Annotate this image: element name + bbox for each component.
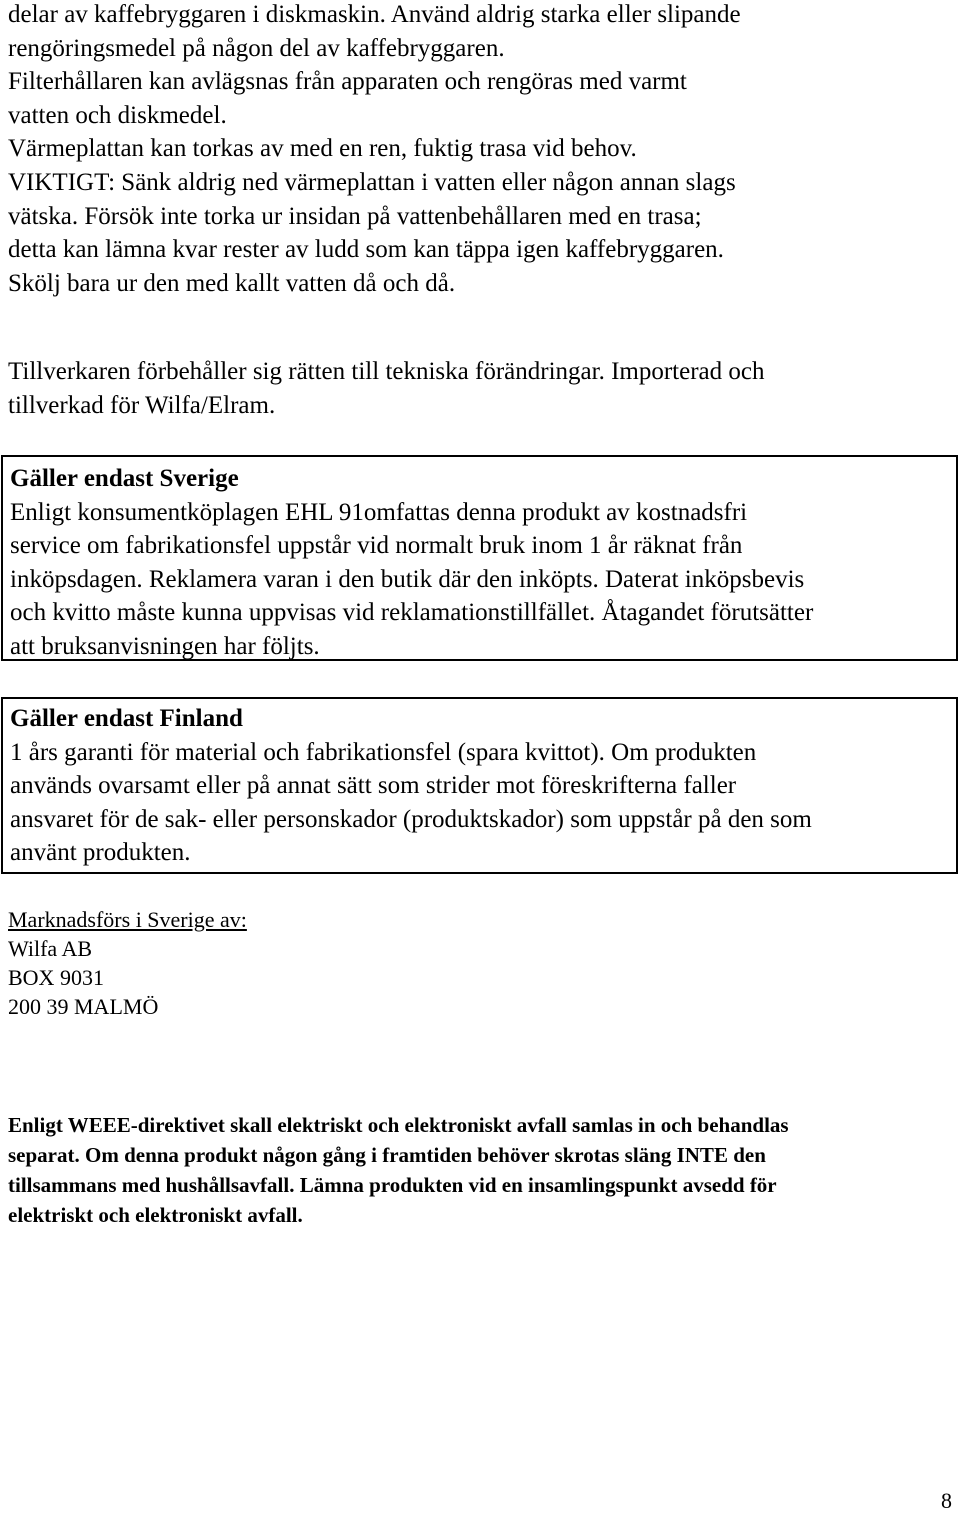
warranty-box-finland [1, 697, 958, 874]
care-line: rengöringsmedel på någon del av kaffebryggaren. [8, 34, 505, 62]
care-line: Filterhållaren kan avlägsnas från apparaten och rengöras med varmt [8, 68, 687, 96]
care-line: Skölj bara ur den med kallt vatten då och då. [8, 269, 456, 297]
care-line: VIKTIGT: Sänk aldrig ned värmeplattan i vatten eller någon annan slags [8, 168, 736, 196]
sweden-line: inköpsdagen. Reklamera varan i den butik där den inköpts. Daterat inköpsbevis [10, 565, 805, 593]
page-number: 8 [941, 1488, 952, 1513]
sweden-line: service om fabrikationsfel uppstår vid normalt bruk inom 1 år räknat från [10, 532, 743, 560]
sweden-line: Enligt konsumentköplagen EHL 91omfattas denna produkt av kostnadsfri [10, 498, 748, 526]
care-line: vatten och diskmedel. [8, 101, 227, 129]
finland-line: används ovarsamt eller på annat sätt som strider mot föreskrifterna faller [10, 772, 737, 800]
finland-line: ansvaret för de sak- eller personskador (produktskador) som uppstår på den som [10, 805, 812, 833]
care-line: delar av kaffebryggaren i diskmaskin. Använd aldrig starka eller slipande [8, 1, 741, 28]
sweden-line: och kvitto måste kunna uppvisas vid reklamationstillfället. Åtagandet förutsätter [10, 599, 814, 627]
warranty-box-sweden [1, 455, 958, 661]
finland-line: 1 års garanti för material och fabrikationsfel (spara kvittot). Om produkten [10, 738, 757, 766]
address-line: BOX 9031 [8, 965, 104, 990]
notice-line: Tillverkaren förbehåller sig rätten till tekniska förändringar. Importerad och [8, 358, 765, 385]
distributor-label: Marknadsförs i Sverige av: [8, 907, 247, 932]
sweden-line: att bruksanvisningen har följts. [10, 632, 320, 660]
finland-heading: Gäller endast Finland [10, 705, 243, 732]
care-line: vätska. Försök inte torka ur insidan på vattenbehållaren med en trasa; [8, 202, 702, 230]
distributor-address [8, 905, 247, 1021]
address-line: 200 39 MALMÖ [8, 994, 159, 1019]
weee-notice [8, 1110, 953, 1230]
weee-line: Enligt WEEE-direktivet skall elektriskt och elektroniskt avfall samlas in och behandlas [8, 1113, 789, 1137]
weee-line: separat. Om denna produkt någon gång i framtiden behöver skrotas släng INTE den [8, 1143, 766, 1167]
address-line: Wilfa AB [8, 936, 93, 961]
care-instructions [8, 0, 958, 300]
care-line: Värmeplattan kan torkas av med en ren, fuktig trasa vid behov. [8, 135, 637, 163]
weee-line: elektriskt och elektroniskt avfall. [8, 1203, 303, 1227]
finland-line: använt produkten. [10, 839, 191, 867]
manufacturer-notice [8, 355, 958, 422]
care-line: detta kan lämna kvar rester av ludd som kan täppa igen kaffebryggaren. [8, 236, 724, 264]
sweden-heading: Gäller endast Sverige [10, 465, 239, 492]
notice-line: tillverkad för Wilfa/Elram. [8, 391, 276, 419]
weee-line: tillsammans med hushållsavfall. Lämna produkten vid en insamlingspunkt avsedd för [8, 1173, 777, 1197]
